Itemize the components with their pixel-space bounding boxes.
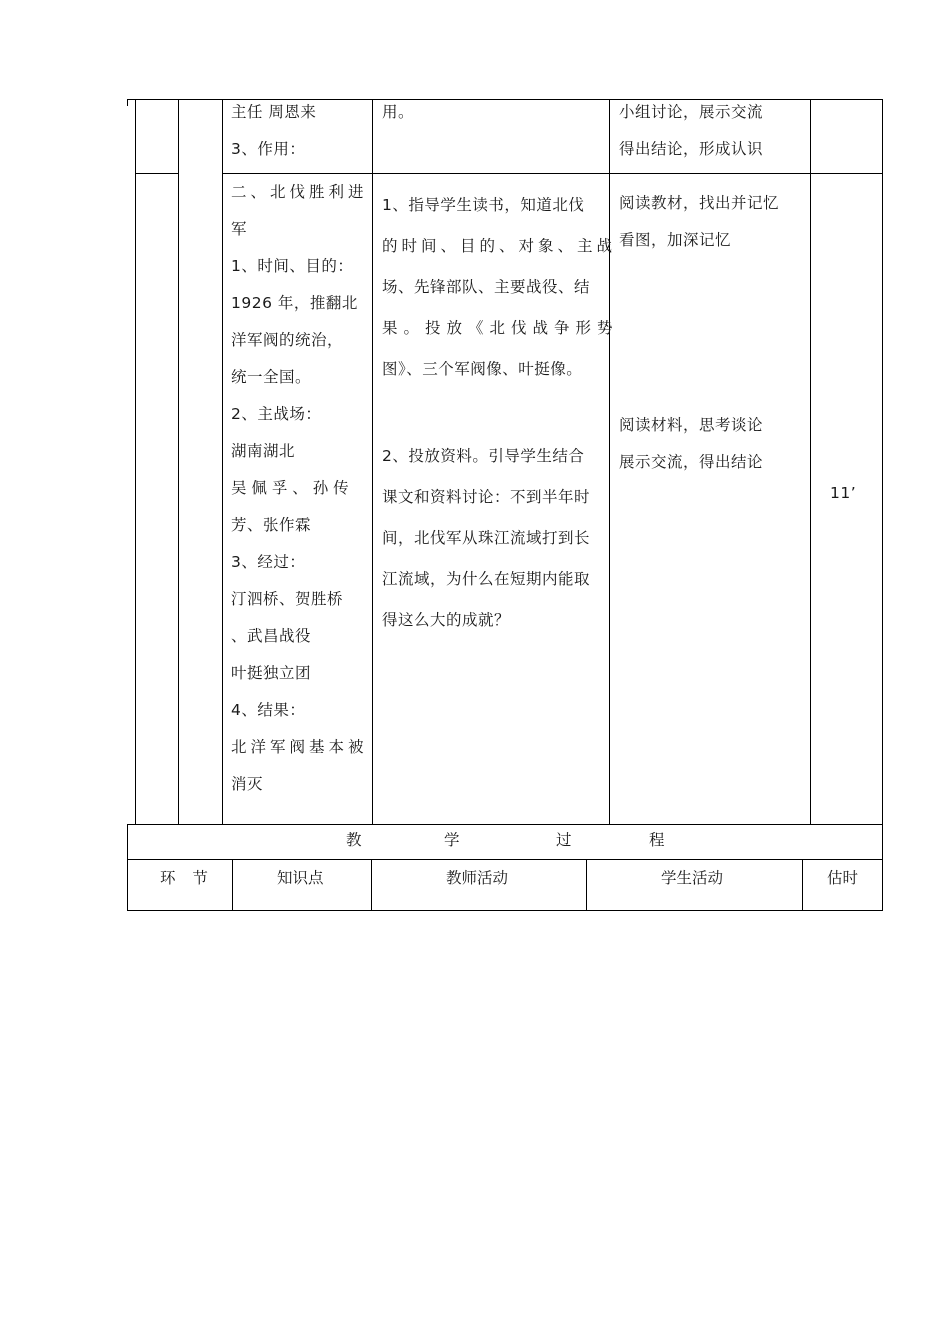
knowledge-line-8: 湖南湖北	[231, 442, 296, 460]
row2-student-cell-a	[619, 185, 779, 259]
table-left-stub	[127, 99, 128, 106]
teacher-a-line-3: 场、先锋部队、主要战役、结	[382, 278, 591, 296]
knowledge-line-6: 统一全国。	[231, 368, 312, 386]
row1-knowledge-line-1: 主任 周恩来	[231, 103, 317, 121]
col-line-7	[882, 99, 883, 911]
knowledge-line-5: 洋军阀的统治，	[231, 331, 344, 349]
process-title	[0, 828, 950, 852]
teacher-a-line-5: 图》、三个军阀像、叶挺像。	[382, 360, 583, 378]
row1-knowledge-cell	[231, 94, 316, 168]
teacher-b-line-2: 课文和资料讨论：不到半年时	[382, 488, 591, 506]
col-line-3	[222, 99, 223, 824]
header-knowledge: 知识点	[277, 869, 324, 887]
row2-student-cell-b	[619, 407, 763, 481]
row2-teacher-cell-a	[382, 185, 619, 390]
teacher-b-line-3: 间，北伐军从珠江流域打到长	[382, 529, 591, 547]
row1-teacher-line-1: 用。	[382, 103, 415, 121]
header-teacher: 教师活动	[446, 869, 509, 887]
col-line-6	[810, 99, 811, 824]
lower-bottom-border	[127, 910, 883, 911]
knowledge-line-15: 4、结果：	[231, 701, 306, 719]
row1-student-line-2: 得出结论，形成认识	[619, 140, 764, 158]
row2-teacher-cell-b	[382, 436, 590, 641]
knowledge-line-9: 吴 佩 孚 、 孙 传	[231, 479, 349, 497]
row1-student-cell	[619, 94, 763, 168]
knowledge-line-1: 二、北伐胜利进	[231, 183, 368, 201]
student-a-line-1: 阅读教材，找出并记忆	[619, 194, 780, 212]
knowledge-line-4: 1926 年，推翻北	[231, 294, 358, 312]
knowledge-line-16: 北洋军阀基本被	[231, 738, 368, 756]
knowledge-line-13: 、武昌战役	[231, 627, 312, 645]
row2-time-cell	[830, 475, 856, 512]
col-line-4	[372, 99, 373, 824]
teacher-a-line-4: 果。投放《北伐战争形势	[382, 319, 619, 337]
teacher-b-line-4: 江流域，为什么在短期内能取	[382, 570, 591, 588]
knowledge-line-14: 叶挺独立团	[231, 664, 312, 682]
header-section: 环 节	[160, 869, 214, 887]
teacher-b-line-1: 2、投放资料。引导学生结合	[382, 447, 585, 465]
row1-student-line-1: 小组讨论，展示交流	[619, 103, 764, 121]
student-b-line-2: 展示交流，得出结论	[619, 453, 764, 471]
col-line-2	[178, 99, 179, 824]
knowledge-line-7: 2、主战场：	[231, 405, 322, 423]
knowledge-line-2: 军	[231, 220, 248, 238]
teacher-b-line-5: 得这么大的成就？	[382, 611, 511, 629]
column-headers	[0, 866, 950, 890]
row-separator-a	[135, 173, 178, 174]
knowledge-line-12: 汀泗桥、贺胜桥	[231, 590, 344, 608]
teacher-a-line-2: 的时间、目的、对象、主战	[382, 237, 617, 255]
col-line-1	[135, 99, 136, 824]
row2-knowledge-cell	[231, 174, 368, 803]
row1-knowledge-line-2: 3、作用：	[231, 140, 306, 158]
title-char-4: 程	[649, 831, 665, 849]
knowledge-line-11: 3、经过：	[231, 553, 306, 571]
title-char-3: 过	[556, 831, 572, 849]
title-char-1: 教	[346, 831, 362, 849]
header-time: 估时	[827, 869, 859, 887]
lower-top-border	[127, 824, 883, 825]
time-estimate: 11’	[830, 484, 857, 502]
student-a-line-2: 看图，加深记忆	[619, 231, 732, 249]
knowledge-line-3: 1、时间、目的：	[231, 257, 354, 275]
knowledge-line-10: 芳、张作霖	[231, 516, 312, 534]
row1-teacher-cell	[382, 94, 414, 131]
student-b-line-1: 阅读材料，思考谈论	[619, 416, 764, 434]
title-char-2: 学	[444, 831, 460, 849]
header-student: 学生活动	[661, 869, 724, 887]
teacher-a-line-1: 1、指导学生读书，知道北伐	[382, 196, 585, 214]
lower-mid-border	[127, 859, 883, 860]
knowledge-line-17: 消灭	[231, 775, 264, 793]
